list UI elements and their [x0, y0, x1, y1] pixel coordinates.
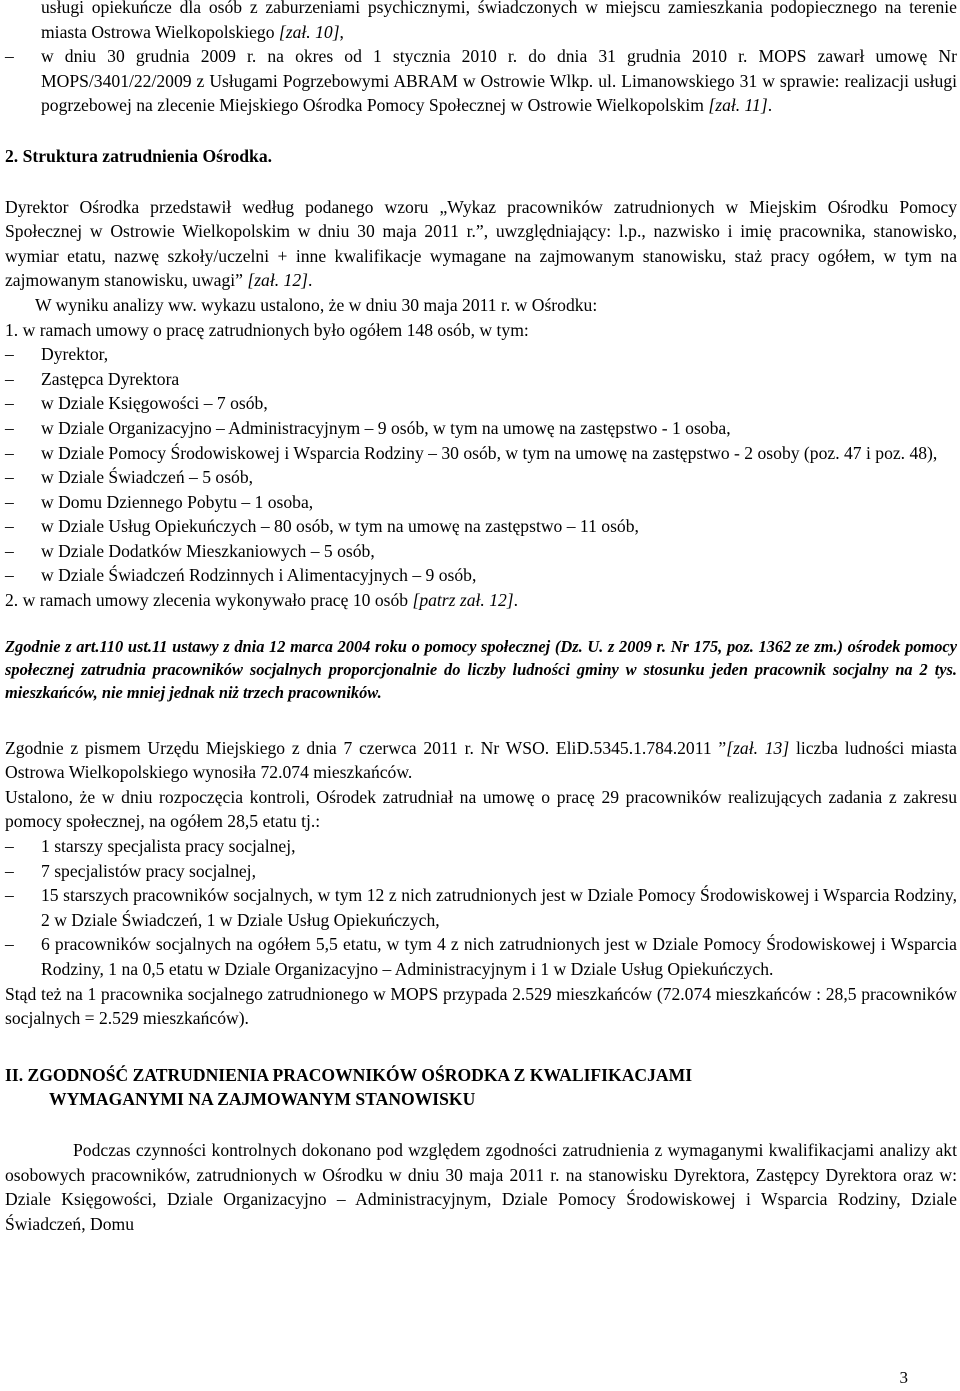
- qualifications-paragraph: Podczas czynności kontrolnych dokonano pod względem zgodności zatrudnienia z wymaganymi kwalifikacjami analizy akt osobowych pracowników, zatrudnionych w Ośrodku w dniu 30 maja 2011 r. na stanowisku Dyrektora, Zastępcy Dyrektora oraz w: Dziale Księgowości, Dziale Organizacyjno – Administracyjnym, Dziale Pomocy Środowiskowej i Wsparcia Rodziny, Dziale Świadczeń, Domu: [5, 1139, 957, 1234]
- point-2-text: 2. w ramach umowy zlecenia wykonywało pracę 10 osób: [5, 590, 413, 611]
- letter-text: Zgodnie z pismem Urzędu Miejskiego z dnia 7 czerwca 2011 r. Nr WSO. EliD.5345.1.784.2011 ”: [5, 737, 727, 758]
- section-title-line-1: II. ZGODNOŚĆ ZATRUDNIENIA PRACOWNIKÓW OŚRODKA Z KWALIFIKACJAMI: [5, 1064, 693, 1085]
- section-heading-structure: 2. Struktura zatrudnienia Ośrodka.: [5, 145, 273, 166]
- funeral-contract-text: w dniu 30 grudnia 2009 r. na okres od 1 stycznia 2010 r. do dnia 31 grudnia 2010 r. MOPS zawarł umowę Nr MOPS/3401/22/2009 z Usługami Pogrzebowymi ABRAM w Ostrowie Wlkp. ul. Limanowskiego 31 w sprawie: realizacji usługi pogrzebowej na zlecenie Miejskiego Ośrodka Pomocy Społecznej w Ostrowie Wielkopolskim: [41, 46, 957, 116]
- list-item-funeral-contract: [5, 44, 957, 118]
- list-item: – w Dziale Pomocy Środowiskowej i Wsparcia Rodziny – 30 osób, w tym na umowę na zastępstwo - 2 osoby (poz. 47 i poz. 48),: [5, 441, 957, 466]
- ratio-paragraph: Stąd też na 1 pracownika socjalnego zatrudnionego w MOPS przypada 2.529 mieszkańców (72.074 mieszkańców : 28,5 pracowników socjalnych = 2.529 mieszkańców).: [5, 983, 957, 1029]
- employment-list: [5, 342, 957, 588]
- city-letter-paragraph: [5, 736, 957, 785]
- section-title-line-2: WYMAGANYMI NA ZAJMOWANYM STANOWISKU: [49, 1089, 476, 1110]
- attachment-ref-10: [zał. 10]: [278, 21, 340, 42]
- continued-text-2: podopiecznego na terenie miasta Ostrowa Wielkopolskiego: [41, 0, 957, 42]
- list-item: – Zastępca Dyrektora: [5, 367, 957, 392]
- continued-text-1: usługi opiekuńcze dla osób z zaburzeniami psychicznymi, świadczonych w miejscu zamieszkania: [41, 0, 763, 17]
- attachment-ref-13: [zał. 13]: [726, 737, 790, 758]
- punct: .: [307, 270, 313, 291]
- attachment-ref-12b: [patrz zał. 12]: [412, 590, 514, 611]
- list-item: – w Dziale Organizacyjno – Administracyjnym – 9 osób, w tym na umowę na zastępstwo - 1 osoba,: [5, 416, 957, 441]
- list-item: – w Dziale Świadczeń – 5 osób,: [5, 465, 957, 490]
- social-workers-list: [5, 834, 957, 982]
- punct: .: [513, 590, 519, 611]
- page-number: 3: [899, 1368, 908, 1387]
- point-1: 1. w ramach umowy o pracę zatrudnionych było ogółem 148 osób, w tym:: [5, 319, 529, 340]
- point-2: [5, 588, 957, 613]
- punct: .: [767, 95, 773, 116]
- continued-item: [5, 0, 957, 44]
- paragraph-intro: [5, 195, 957, 293]
- list-item: – 7 specjalistów pracy socjalnej,: [5, 859, 957, 884]
- letter-text-2: liczba ludności miasta Ostrowa Wielkopolskiego wynosiła 72.074 mieszkańców.: [5, 737, 957, 783]
- intro-text: Dyrektor Ośrodka przedstawił według podanego wzoru „Wykaz pracowników zatrudnionych w Miejskim Ośrodku Pomocy Społecznej w Ostrowie Wielkopolskim w dniu 30 maja 2011 r.”, uwzględniający: l.p., nazwisko i imię pracownika, stanowisko, wymiar etatu, nazwę szkoły/uczelni + inne kwalifikacje wymagane na zajmowanym stanowisku, staż pracy ogółem, w tym na zajmowanym stanowisku, uwagi”: [5, 196, 957, 291]
- list-item: – w Dziale Usług Opiekuńczych – 80 osób, w tym na umowę na zastępstwo – 11 osób,: [5, 514, 957, 539]
- list-item: – w Dziale Świadczeń Rodzinnych i Alimentacyjnych – 9 osób,: [5, 563, 957, 588]
- punct: ,: [339, 21, 344, 42]
- list-item: – 6 pracowników socjalnych na ogółem 5,5 etatu, w tym 4 z nich zatrudnionych jest w Dziale Pomocy Środowiskowej i Wsparcia Rodziny, 1 na 0,5 etatu w Dziale Organizacyjno – Administracyjnym i 1 w Dziale Usług Opiekuńczych.: [5, 932, 957, 981]
- list-item: – Dyrektor,: [5, 342, 957, 367]
- analysis-line: W wyniku analizy ww. wykazu ustalono, że w dniu 30 maja 2011 r. w Ośrodku:: [35, 294, 598, 315]
- established-paragraph: Ustalono, że w dniu rozpoczęcia kontroli, Ośrodek zatrudniał na umowę o pracę 29 pracowników realizujących zadania z zakresu pomocy społecznej, na ogółem 28,5 etatu tj.:: [5, 786, 957, 832]
- list-item: – w Dziale Księgowości – 7 osób,: [5, 391, 957, 416]
- attachment-ref-11: [zał. 11]: [708, 95, 768, 116]
- list-item: – w Dziale Dodatków Mieszkaniowych – 5 osób,: [5, 539, 957, 564]
- legal-basis-paragraph: Zgodnie z art.110 ust.11 ustawy z dnia 12 marca 2004 roku o pomocy społecznej (Dz. U. z 2009 r. Nr 175, poz. 1362 ze zm.) ośrodek pomocy społecznej zatrudnia pracowników socjalnych proporcjonalnie do liczby ludności gminy w stosunku jeden pracownik socjalny na 2 tys. mieszkańców, nie mniej jednak niż trzech pracowników.: [5, 636, 957, 702]
- document-page: [5, 0, 957, 1236]
- attachment-ref-12: [zał. 12]: [247, 270, 308, 291]
- section-title-qualifications: [5, 1063, 957, 1112]
- list-item: – w Domu Dziennego Pobytu – 1 osoba,: [5, 490, 957, 515]
- list-item: – 1 starszy specjalista pracy socjalnej,: [5, 834, 957, 859]
- list-item: – 15 starszych pracowników socjalnych, w tym 12 z nich zatrudnionych jest w Dziale Pomocy Środowiskowej i Wsparcia Rodziny, 2 w Dziale Świadczeń, 1 w Dziale Usług Opiekuńczych,: [5, 883, 957, 932]
